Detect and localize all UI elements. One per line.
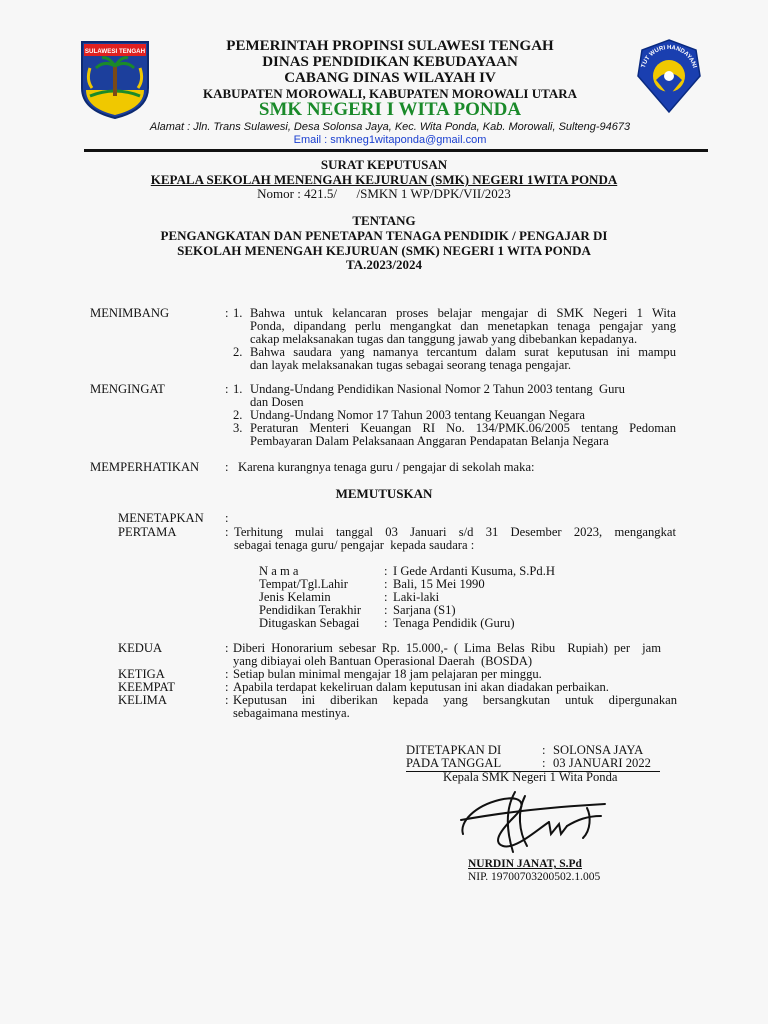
logo-left-text: SULAWESI TENGAH: [84, 48, 146, 55]
person-value: Sarjana (S1): [393, 603, 456, 617]
school-email[interactable]: Email : smkneg1witaponda@gmail.com: [293, 134, 487, 146]
mengingat-label: MENGINGAT: [90, 382, 165, 396]
memperhatikan-text: Karena kurangnya tenaga guru / pengajar di sekolah maka:: [238, 460, 535, 474]
ditetapkan-label: DITETAPKAN DI: [406, 743, 502, 757]
ketiga-label: KETIGA: [118, 667, 165, 681]
doc-type: SURAT KEPUTUSAN: [320, 157, 448, 172]
colon: :: [384, 616, 388, 630]
menimbang-label: MENIMBANG: [90, 306, 170, 320]
handwritten-signature: [455, 786, 615, 858]
doc-number: Nomor : 421.5/ /SMKN 1 WP/DPK/VII/2023: [257, 186, 511, 201]
colon: :: [384, 564, 388, 578]
item-text: Undang-Undang Pendidikan Nasional Nomor 2 Tahun 2003 tentang Guru: [250, 382, 625, 396]
ketiga-text: Setiap bulan minimal mengajar 18 jam pelajaran per minggu.: [233, 667, 542, 681]
item-text: dan Dosen: [250, 395, 304, 409]
item-text: Bahwa untuk kelancaran proses belajar mengajar di SMK Negeri 1 Wita: [250, 306, 676, 320]
colon: :: [225, 667, 229, 681]
colon: :: [225, 525, 229, 539]
pertama-text: sebagai tenaga guru/ pengajar kepada saudara :: [234, 538, 475, 552]
item-text: Peraturan Menteri Keuangan RI No. 134/PMK.06/2005 tentang Pedoman: [250, 421, 676, 435]
person-value: Tenaga Pendidik (Guru): [393, 616, 515, 630]
item-number: 3.: [233, 421, 243, 435]
subject-line-2: SEKOLAH MENENGAH KEJURUAN (SMK) NEGERI 1 WITA PONDA: [177, 243, 591, 258]
item-number: 1.: [233, 382, 243, 396]
item-text: cakap melaksanakan tugas dan tanggung jawab yang dibebankan kepadanya.: [250, 332, 638, 346]
subject-line-3: TA.2023/2024: [346, 257, 422, 272]
colon: :: [225, 382, 229, 396]
colon: :: [225, 680, 229, 694]
person-key: Pendidikan Terakhir: [259, 603, 362, 617]
tanggal-label: PADA TANGGAL: [406, 756, 502, 770]
subject-line-1: PENGANGKATAN DAN PENETAPAN TENAGA PENDIDIK / PENGAJAR DI: [160, 228, 608, 243]
school-address: Alamat : Jln. Trans Sulawesi, Desa Solonsa Jaya, Kec. Wita Ponda, Kab. Morowali, Sulteng-94673: [149, 121, 631, 133]
person-key: Jenis Kelamin: [259, 590, 331, 604]
colon: :: [225, 306, 229, 320]
colon: :: [384, 603, 388, 617]
item-number: 2.: [233, 345, 243, 359]
person-value: I Gede Ardanti Kusuma, S.Pd.H: [393, 564, 555, 578]
pertama-label: PERTAMA: [118, 525, 177, 539]
item-number: 1.: [233, 306, 243, 320]
item-text: Bahwa saudara yang namanya tercantum dalam surat keputusan ini mampu: [250, 345, 676, 359]
school-name: SMK NEGERI I WITA PONDA: [258, 99, 522, 120]
colon: :: [542, 756, 546, 770]
tanggal-value: 03 JANUARI 2022: [553, 756, 651, 770]
signer-name: NURDIN JANAT, S.Pd: [468, 858, 582, 870]
menetapkan-label: MENETAPKAN: [118, 511, 204, 525]
header-line-4: KABUPATEN MOROWALI, KABUPATEN MOROWALI UTARA: [202, 86, 577, 101]
person-key: Tempat/Tgl.Lahir: [259, 577, 348, 591]
signer-nip: NIP. 19700703200502.1.005: [468, 871, 601, 883]
logo-right-text: TUT WURI HANDAYANI: [640, 44, 698, 69]
kelima-text: sebagaimana mestinya.: [233, 706, 350, 720]
item-text: Ponda, dipandang perlu mengangkat dan menetapkan tenaga pengajar yang: [250, 319, 676, 333]
colon: :: [384, 577, 388, 591]
person-value: Bali, 15 Mei 1990: [393, 577, 485, 591]
kedua-text: yang dibiayai oleh Bantuan Operasional Daerah (BOSDA): [233, 654, 533, 668]
keempat-text: Apabila terdapat kekeliruan dalam keputusan ini akan diadakan perbaikan.: [233, 680, 609, 694]
colon: :: [542, 743, 546, 757]
memutuskan-heading: MEMUTUSKAN: [335, 486, 433, 501]
item-text: dan layak melaksanakan tugas sebagai seorang tenaga pengajar.: [250, 358, 572, 372]
tut-wuri-handayani-logo: [634, 38, 704, 114]
person-value: Laki-laki: [393, 590, 440, 604]
person-key: Ditugaskan Sebagai: [259, 616, 360, 630]
signer-position: Kepala SMK Negeri 1 Wita Ponda: [443, 770, 618, 784]
colon: :: [225, 693, 229, 707]
person-key: N a m a: [259, 564, 299, 578]
memperhatikan-label: MEMPERHATIKAN: [90, 460, 200, 474]
header-line-2: DINAS PENDIDIKAN KEBUDAYAAN: [262, 54, 518, 70]
header-divider: [84, 149, 708, 152]
colon: :: [225, 641, 229, 655]
kedua-label: KEDUA: [118, 641, 163, 655]
pertama-text: Terhitung mulai tanggal 03 Januari s/d 31 Desember 2023, mengangkat: [234, 525, 676, 539]
keempat-label: KEEMPAT: [118, 680, 175, 694]
colon: :: [225, 511, 229, 525]
tentang-heading: TENTANG: [352, 213, 416, 228]
item-text: Undang-Undang Nomor 17 Tahun 2003 tentang Keuangan Negara: [250, 408, 585, 422]
header-line-1: PEMERINTAH PROPINSI SULAWESI TENGAH: [226, 38, 554, 54]
colon: :: [384, 590, 388, 604]
item-text: Pembayaran Dalam Pelaksanaan Anggaran Pendapatan Belanja Negara: [250, 434, 609, 448]
kelima-text: Keputusan ini diberikan kepada yang bersangkutan untuk dipergunakan: [233, 693, 677, 707]
item-number: 2.: [233, 408, 243, 422]
colon: :: [225, 460, 229, 474]
ditetapkan-value: SOLONSA JAYA: [553, 743, 644, 757]
kelima-label: KELIMA: [118, 693, 167, 707]
doc-issuer: KEPALA SEKOLAH MENENGAH KEJURUAN (SMK) NEGERI 1WITA PONDA: [150, 172, 618, 187]
header-line-3: CABANG DINAS WILAYAH IV: [284, 70, 496, 86]
kedua-text: Diberi Honorarium sebesar Rp. 15.000,- ( Lima Belas Ribu Rupiah) per jam: [233, 641, 661, 655]
